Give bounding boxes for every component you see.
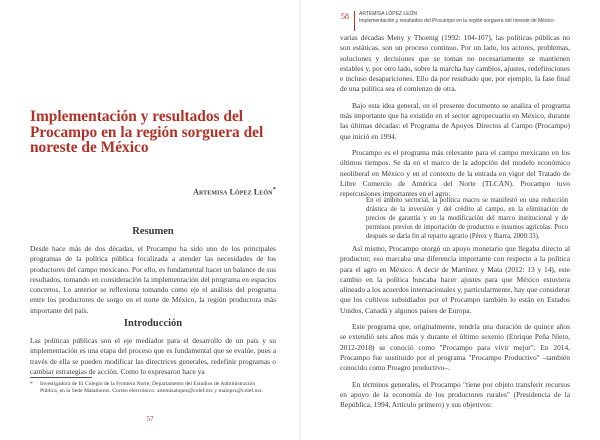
running-header-title: Implementación y resultados del Procampo en la región sorguera del noreste de México: [359, 18, 554, 24]
right-page: [300, 0, 600, 440]
intro-heading: Introducción: [123, 318, 183, 329]
running-header: [359, 11, 554, 25]
footnote-text: Investigadora de El Colegio de la Frontera Norte, Departamento del Estudios de Administración Pública, en la Sede Matamoros. Correo electrónico: artemisalopez@colef.mx y maloprz@colef.mx.: [40, 381, 264, 395]
author-name-text: Artemisa López León: [193, 187, 273, 197]
footnote-rule: [30, 377, 92, 378]
header-page-number: 58: [341, 12, 349, 21]
article-title: Implementación y resultados del Procampo en la región sorguera del noreste de México: [30, 108, 264, 157]
abstract-text: Desde hace más de dos décadas, el Procampo ha sido uno de los principales programas de la política pública focalizada a atender las necesidades de los productores del campo mexicano. Por ello, es fundamental hacer un balance de sus resultados, tomando en consideración la implementación del programa en espacios concretos. Lo anterior se reflexiona tomando como eje el análisis del programa entre los productores de sorgo en el norte de México, la región productora más importante del país.: [30, 244, 276, 315]
header-rule: [354, 11, 355, 31]
footnote: [30, 381, 274, 395]
intro-text: Las políticas públicas son el eje mediador para el desarrollo de un país y su implementación es una etapa del proceso que es fundamental que se evalúe, pues a través de ella se pueden modificar las directrices generales, redefinir programas o cambiar estrategias de acción. Como lo expresaron hace ya: [30, 336, 276, 376]
paragraph: En términos generales, el Procampo "tiene por objeto transferir recursos en apoyo de la economía de los productores rurales" (Presidencia de la República, 1994, Artículo primero) y sus objetivos:: [340, 379, 570, 410]
page-number-left: 57: [146, 415, 154, 423]
running-header-author: ARTEMISA LÓPEZ LEÓN: [359, 11, 417, 17]
paragraph: Así mismo, Procampo otorgó un apoyo monetario que llegaba directo al productor; eso marcaba una diferencia importante con respecto a la política para el agro en México. A decir de Martínez y Mata (2012: 13 y 14), este cambio en la política buscaba hacer ajustes para que México estuviera alineado a los acuerdos internacionales y, particularmente, hay que considerar que los cultivos subsidiados por el Procampo también lo están en Estados Unidos, Canadá y algunos países de Europa.: [340, 244, 570, 315]
author-footnote-mark: *: [272, 186, 276, 193]
footnote-mark: *: [30, 381, 33, 387]
abstract-heading: Resumen: [132, 226, 174, 237]
paragraph: Este programa que, originalmente, tendría una duración de quince años se extendió seis años más y durante el último sexenio (Enrique Peña Nieto, 2012-2018) se conoció como "Procampo para vivir mejor". En 2014, Procampo fue sustituido por el programa "Procampo Productivo" –también conocido como Proagro productivo–.: [340, 322, 570, 373]
block-quote: En el ámbito sectorial, la política macro se manifestó en una reducción drástica de la inversión y del crédito al campo, en la eliminación de precios de garantía y en la modificación del marco institucional y de permisos previos de importación de productos e insumos agrícolas. Poco después se daría fin al reparto agrario (Pérez y Ibarra, 2000:33).: [366, 197, 568, 241]
paragraph: varias décadas Meny y Thoenig (1992: 104-107), las políticas públicas no son estáticas, son un proceso continuo. Por un lado, los actores, problemas, soluciones y decisiones que se toman no necesariamente se mantienen estables y, por otro lado, sobre la marcha hay cambios, ajustes, redefiniciones e incluso desapariciones. Ello da por resultado que, por ejemplo, la fase final de una política sea el comienzo de otra.: [340, 33, 570, 94]
author-name: [193, 186, 276, 197]
paragraph: Bajo esta idea general, en el presente documento se analiza el programa más importante que ha existido en el sector agropecuario en México, durante las últimas décadas: el Programa de Apoyos Directos al Campo (Procampo) que inició en 1994.: [340, 100, 570, 141]
paragraph: Procampo es el programa más relevante para el campo mexicano en los últimos tiempos. Se da en el marco de la adopción del modelo económico neoliberal en México y en el contexto de la entrada en vigor del Tratado de Libre Comercio de América del Norte (TLCAN). Procampo tuvo repercusiones importantes en el agro:: [340, 147, 570, 199]
body-text-after: [340, 244, 570, 416]
body-text-top: [340, 33, 570, 205]
